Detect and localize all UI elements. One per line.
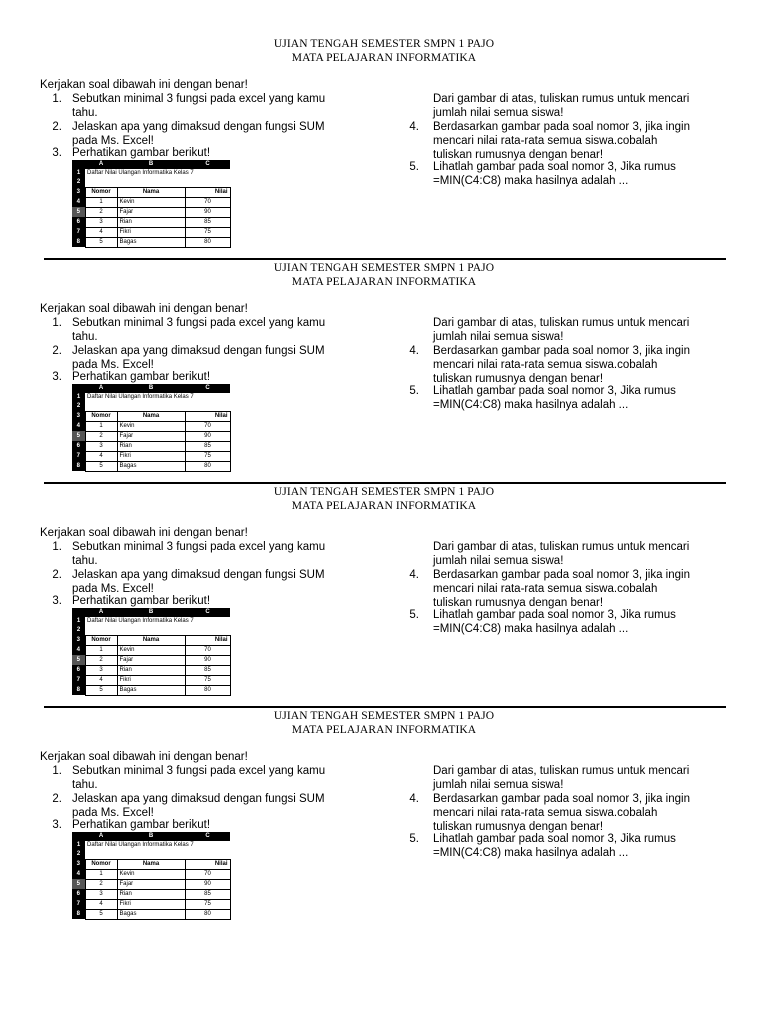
- row-number: 4: [72, 645, 85, 655]
- table-cell: 70: [185, 869, 230, 879]
- table-cell: 3: [85, 217, 117, 227]
- table-cell: 75: [185, 899, 230, 909]
- table-cell: 1: [85, 421, 117, 431]
- question-3-continuation: [433, 764, 689, 792]
- table-row: [72, 655, 230, 665]
- question-text: [72, 146, 412, 160]
- question-line: mencari nilai rata-rata semua siswa.cobalah: [433, 583, 658, 595]
- question-line: =MIN(C4:C8) maka hasilnya adalah ...: [433, 175, 629, 187]
- sheet-cell: [185, 626, 230, 635]
- table-cell: 3: [85, 441, 117, 451]
- table-cell: 90: [185, 879, 230, 889]
- question-number: 2.: [52, 345, 62, 357]
- question-text: [72, 764, 412, 792]
- sheet-row: [72, 402, 230, 411]
- question-3-continuation: [433, 92, 689, 120]
- table-cell: 4: [85, 227, 117, 237]
- table-row: [72, 889, 230, 899]
- question-text: [72, 370, 412, 384]
- question-line: =MIN(C4:C8) maka hasilnya adalah ...: [433, 623, 629, 635]
- table-row: [72, 909, 230, 919]
- question-line: tahu.: [72, 779, 98, 791]
- table-cell: Fikri: [117, 451, 185, 461]
- question-line: mencari nilai rata-rata semua siswa.cobalah: [433, 135, 658, 147]
- question-line: Berdasarkan gambar pada soal nomor 3, jika ingin: [433, 121, 690, 133]
- question-line: Berdasarkan gambar pada soal nomor 3, jika ingin: [433, 793, 690, 805]
- exam-title: UJIAN TENGAH SEMESTER SMPN 1 PAJO: [273, 486, 495, 498]
- row-number: 4: [72, 869, 85, 879]
- question-text: [433, 344, 753, 386]
- row-number: 2: [72, 850, 85, 859]
- row-number: 3: [72, 859, 85, 869]
- question-line: Lihatlah gambar pada soal nomor 3, Jika rumus: [433, 385, 676, 397]
- table-cell: 90: [185, 207, 230, 217]
- instruction-text: Kerjakan soal dibawah ini dengan benar!: [40, 79, 248, 91]
- question-text: [433, 832, 753, 860]
- instruction-text: Kerjakan soal dibawah ini dengan benar!: [40, 303, 248, 315]
- exam-title: UJIAN TENGAH SEMESTER SMPN 1 PAJO: [273, 710, 495, 722]
- sheet-row: [72, 850, 230, 859]
- row-number: 3: [72, 411, 85, 421]
- table-header-cell: Nama: [117, 859, 185, 869]
- table-cell: 75: [185, 675, 230, 685]
- question-number: 4.: [409, 569, 419, 581]
- row-number: 8: [72, 237, 85, 247]
- table-cell: 5: [85, 909, 117, 919]
- question-text: [433, 608, 753, 636]
- table-row: [72, 645, 230, 655]
- table-cell: Fikri: [117, 227, 185, 237]
- sheet-cell: [117, 178, 185, 187]
- exam-subtitle: MATA PELAJARAN INFORMATIKA: [291, 276, 477, 288]
- question-number: 4.: [409, 345, 419, 357]
- question-text: [433, 568, 753, 610]
- table-cell: 85: [185, 217, 230, 227]
- row-number: 6: [72, 217, 85, 227]
- table-cell: 2: [85, 879, 117, 889]
- question-text: [72, 120, 412, 148]
- table-cell: 1: [85, 645, 117, 655]
- question-line: tuliskan rumusnya dengan benar!: [433, 149, 604, 161]
- sheet-row: [72, 169, 230, 178]
- column-header: A: [85, 384, 117, 393]
- table-cell: Fikri: [117, 675, 185, 685]
- question-number: 3.: [52, 819, 62, 831]
- question-line: tahu.: [72, 555, 98, 567]
- row-number: 5: [72, 879, 85, 889]
- column-header: B: [117, 832, 185, 841]
- sheet-cell: [185, 850, 230, 859]
- row-number: 6: [72, 889, 85, 899]
- sheet-row: [72, 635, 230, 645]
- table-header-cell: Nomor: [85, 859, 117, 869]
- question-line: Lihatlah gambar pada soal nomor 3, Jika rumus: [433, 833, 676, 845]
- table-cell: 90: [185, 655, 230, 665]
- sheet-cell: [117, 402, 185, 411]
- question-line: Sebutkan minimal 3 fungsi pada excel yang kamu: [72, 93, 326, 105]
- question-number: 1.: [52, 541, 62, 553]
- sheet-corner: [72, 832, 85, 841]
- row-number: 1: [72, 841, 85, 850]
- table-cell: Fajar: [117, 655, 185, 665]
- question-number: 3.: [52, 595, 62, 607]
- table-header-cell: Nilai: [185, 411, 230, 421]
- question-text: [72, 540, 412, 568]
- exam-section: [0, 448, 768, 693]
- question-line: tahu.: [72, 331, 98, 343]
- table-cell: Rian: [117, 889, 185, 899]
- sheet-cell: [185, 178, 230, 187]
- table-cell: Bagas: [117, 237, 185, 247]
- row-number: 2: [72, 178, 85, 187]
- sheet-row: [72, 393, 230, 402]
- question-line: Perhatikan gambar berikut!: [72, 147, 211, 159]
- table-header-cell: Nomor: [85, 411, 117, 421]
- sheet-cell: [85, 626, 117, 635]
- table-cell: 80: [185, 685, 230, 695]
- table-cell: 80: [185, 237, 230, 247]
- question-line: Sebutkan minimal 3 fungsi pada excel yang kamu: [72, 541, 326, 553]
- exam-section: [0, 0, 768, 245]
- column-header: C: [185, 384, 230, 393]
- question-line: Sebutkan minimal 3 fungsi pada excel yang kamu: [72, 765, 326, 777]
- row-number: 5: [72, 655, 85, 665]
- question-number: 1.: [52, 317, 62, 329]
- row-number: 8: [72, 909, 85, 919]
- question-number: 5.: [409, 833, 419, 845]
- row-number: 7: [72, 675, 85, 685]
- row-number: 4: [72, 421, 85, 431]
- row-number: 2: [72, 626, 85, 635]
- sheet-table-title: Daftar Nilai Ulangan Informatika Kelas 7: [87, 842, 194, 848]
- table-cell: Kevin: [117, 197, 185, 207]
- table-row: [72, 431, 230, 441]
- question-line: jumlah nilai semua siswa!: [433, 555, 564, 567]
- table-cell: 70: [185, 421, 230, 431]
- table-cell: Bagas: [117, 685, 185, 695]
- row-number: 8: [72, 685, 85, 695]
- question-text: [72, 568, 412, 596]
- exam-title: UJIAN TENGAH SEMESTER SMPN 1 PAJO: [273, 262, 495, 274]
- question-text: [433, 792, 753, 834]
- table-cell: 90: [185, 431, 230, 441]
- table-cell: Rian: [117, 217, 185, 227]
- question-line: Berdasarkan gambar pada soal nomor 3, jika ingin: [433, 345, 690, 357]
- question-line: Dari gambar di atas, tuliskan rumus untuk mencari: [433, 317, 690, 329]
- question-line: pada Ms. Excel!: [72, 359, 154, 371]
- question-line: Perhatikan gambar berikut!: [72, 595, 211, 607]
- column-header: A: [85, 832, 117, 841]
- question-number: 3.: [52, 147, 62, 159]
- question-line: Dari gambar di atas, tuliskan rumus untuk mencari: [433, 765, 690, 777]
- row-number: 8: [72, 461, 85, 471]
- sheet-row: [72, 411, 230, 421]
- sheet-row: [72, 178, 230, 187]
- sheet-row: [72, 841, 230, 850]
- row-number: 3: [72, 635, 85, 645]
- question-text: [72, 594, 412, 608]
- exam-section: [0, 672, 768, 917]
- question-line: pada Ms. Excel!: [72, 135, 154, 147]
- table-row: [72, 899, 230, 909]
- row-number: 5: [72, 431, 85, 441]
- question-number: 2.: [52, 121, 62, 133]
- question-number: 5.: [409, 161, 419, 173]
- sheet-cell: [85, 178, 117, 187]
- column-header-row: [72, 160, 230, 169]
- cut-line-divider: [44, 258, 726, 260]
- sheet-cell: [117, 850, 185, 859]
- table-header-cell: Nomor: [85, 187, 117, 197]
- question-line: Jelaskan apa yang dimaksud dengan fungsi SUM: [72, 345, 325, 357]
- question-line: =MIN(C4:C8) maka hasilnya adalah ...: [433, 847, 629, 859]
- question-line: mencari nilai rata-rata semua siswa.cobalah: [433, 359, 658, 371]
- question-3-continuation: [433, 316, 689, 344]
- column-header: B: [117, 608, 185, 617]
- column-header-row: [72, 384, 230, 393]
- question-line: Berdasarkan gambar pada soal nomor 3, jika ingin: [433, 569, 690, 581]
- table-row: [72, 197, 230, 207]
- table-cell: Rian: [117, 441, 185, 451]
- row-number: 7: [72, 227, 85, 237]
- question-line: pada Ms. Excel!: [72, 583, 154, 595]
- column-header-row: [72, 608, 230, 617]
- table-cell: Kevin: [117, 869, 185, 879]
- sheet-row: [72, 617, 230, 626]
- question-line: =MIN(C4:C8) maka hasilnya adalah ...: [433, 399, 629, 411]
- row-number: 4: [72, 197, 85, 207]
- row-number: 1: [72, 617, 85, 626]
- table-cell: 85: [185, 889, 230, 899]
- question-line: jumlah nilai semua siswa!: [433, 107, 564, 119]
- question-number: 2.: [52, 569, 62, 581]
- row-number: 6: [72, 441, 85, 451]
- question-line: jumlah nilai semua siswa!: [433, 331, 564, 343]
- sheet-corner: [72, 160, 85, 169]
- question-number: 4.: [409, 121, 419, 133]
- question-text: [72, 92, 412, 120]
- sheet-row: [72, 187, 230, 197]
- table-cell: 2: [85, 431, 117, 441]
- row-number: 1: [72, 393, 85, 402]
- column-header: B: [117, 160, 185, 169]
- table-cell: 5: [85, 237, 117, 247]
- table-cell: 1: [85, 869, 117, 879]
- column-header: C: [185, 832, 230, 841]
- sheet-row: [72, 859, 230, 869]
- question-line: Sebutkan minimal 3 fungsi pada excel yang kamu: [72, 317, 326, 329]
- row-number: 5: [72, 207, 85, 217]
- spreadsheet-image: [72, 832, 230, 915]
- sheet-row: [72, 626, 230, 635]
- table-cell: Kevin: [117, 645, 185, 655]
- table-header-cell: Nomor: [85, 635, 117, 645]
- table-cell: 5: [85, 461, 117, 471]
- table-header-cell: Nilai: [185, 635, 230, 645]
- question-number: 4.: [409, 793, 419, 805]
- question-line: mencari nilai rata-rata semua siswa.cobalah: [433, 807, 658, 819]
- exam-title: UJIAN TENGAH SEMESTER SMPN 1 PAJO: [273, 38, 495, 50]
- question-line: tuliskan rumusnya dengan benar!: [433, 597, 604, 609]
- table-cell: 3: [85, 889, 117, 899]
- exam-subtitle: MATA PELAJARAN INFORMATIKA: [291, 500, 477, 512]
- table-header-cell: Nama: [117, 187, 185, 197]
- question-line: Jelaskan apa yang dimaksud dengan fungsi SUM: [72, 569, 325, 581]
- table-row: [72, 879, 230, 889]
- question-line: tuliskan rumusnya dengan benar!: [433, 373, 604, 385]
- question-number: 2.: [52, 793, 62, 805]
- table-cell: 3: [85, 665, 117, 675]
- table-header-cell: Nama: [117, 635, 185, 645]
- table-cell: 75: [185, 227, 230, 237]
- column-header: A: [85, 608, 117, 617]
- question-line: Jelaskan apa yang dimaksud dengan fungsi SUM: [72, 121, 325, 133]
- question-line: Dari gambar di atas, tuliskan rumus untuk mencari: [433, 93, 690, 105]
- question-text: [72, 792, 412, 820]
- question-number: 1.: [52, 765, 62, 777]
- table-header-cell: Nilai: [185, 187, 230, 197]
- question-3-continuation: [433, 540, 689, 568]
- row-number: 2: [72, 402, 85, 411]
- table-header-cell: Nilai: [185, 859, 230, 869]
- sheet-corner: [72, 608, 85, 617]
- row-number: 7: [72, 451, 85, 461]
- question-text: [433, 384, 753, 412]
- table-cell: 75: [185, 451, 230, 461]
- table-cell: 2: [85, 207, 117, 217]
- exam-subtitle: MATA PELAJARAN INFORMATIKA: [291, 724, 477, 736]
- question-text: [433, 120, 753, 162]
- table-cell: Fajar: [117, 207, 185, 217]
- question-number: 5.: [409, 609, 419, 621]
- sheet-corner: [72, 384, 85, 393]
- table-cell: 2: [85, 655, 117, 665]
- sheet-table-title: Daftar Nilai Ulangan Informatika Kelas 7: [87, 618, 194, 624]
- table-cell: 70: [185, 197, 230, 207]
- question-line: tahu.: [72, 107, 98, 119]
- table-cell: 85: [185, 665, 230, 675]
- row-number: 7: [72, 899, 85, 909]
- sheet-cell: [85, 402, 117, 411]
- instruction-text: Kerjakan soal dibawah ini dengan benar!: [40, 527, 248, 539]
- column-header-row: [72, 832, 230, 841]
- table-cell: Fajar: [117, 879, 185, 889]
- sheet-table-title: Daftar Nilai Ulangan Informatika Kelas 7: [87, 170, 194, 176]
- question-line: jumlah nilai semua siswa!: [433, 779, 564, 791]
- row-number: 1: [72, 169, 85, 178]
- question-line: pada Ms. Excel!: [72, 807, 154, 819]
- table-cell: 5: [85, 685, 117, 695]
- question-line: Lihatlah gambar pada soal nomor 3, Jika rumus: [433, 161, 676, 173]
- sheet-cell: [117, 626, 185, 635]
- question-text: [433, 160, 753, 188]
- exam-section: [0, 224, 768, 469]
- table-cell: 1: [85, 197, 117, 207]
- table-cell: Rian: [117, 665, 185, 675]
- table-cell: Fajar: [117, 431, 185, 441]
- table-cell: 80: [185, 909, 230, 919]
- column-header: B: [117, 384, 185, 393]
- question-line: tuliskan rumusnya dengan benar!: [433, 821, 604, 833]
- table-cell: Bagas: [117, 461, 185, 471]
- question-text: [72, 818, 412, 832]
- table-cell: 4: [85, 675, 117, 685]
- table-row: [72, 421, 230, 431]
- column-header: A: [85, 160, 117, 169]
- question-line: Perhatikan gambar berikut!: [72, 819, 211, 831]
- table-cell: 85: [185, 441, 230, 451]
- question-number: 1.: [52, 93, 62, 105]
- question-line: Perhatikan gambar berikut!: [72, 371, 211, 383]
- question-number: 3.: [52, 371, 62, 383]
- column-header: C: [185, 608, 230, 617]
- table-cell: Kevin: [117, 421, 185, 431]
- table-cell: 4: [85, 899, 117, 909]
- table-cell: Fikri: [117, 899, 185, 909]
- instruction-text: Kerjakan soal dibawah ini dengan benar!: [40, 751, 248, 763]
- table-cell: 70: [185, 645, 230, 655]
- table-header-cell: Nama: [117, 411, 185, 421]
- table-row: [72, 207, 230, 217]
- question-line: Jelaskan apa yang dimaksud dengan fungsi SUM: [72, 793, 325, 805]
- table-cell: 4: [85, 451, 117, 461]
- cut-line-divider: [44, 482, 726, 484]
- column-header: C: [185, 160, 230, 169]
- sheet-table-title: Daftar Nilai Ulangan Informatika Kelas 7: [87, 394, 194, 400]
- question-number: 5.: [409, 385, 419, 397]
- question-line: Lihatlah gambar pada soal nomor 3, Jika rumus: [433, 609, 676, 621]
- question-line: Dari gambar di atas, tuliskan rumus untuk mencari: [433, 541, 690, 553]
- row-number: 3: [72, 187, 85, 197]
- table-cell: Bagas: [117, 909, 185, 919]
- sheet-cell: [85, 850, 117, 859]
- sheet-cell: [185, 402, 230, 411]
- table-cell: 80: [185, 461, 230, 471]
- question-text: [72, 344, 412, 372]
- table-row: [72, 869, 230, 879]
- row-number: 6: [72, 665, 85, 675]
- exam-subtitle: MATA PELAJARAN INFORMATIKA: [291, 52, 477, 64]
- question-text: [72, 316, 412, 344]
- cut-line-divider: [44, 706, 726, 708]
